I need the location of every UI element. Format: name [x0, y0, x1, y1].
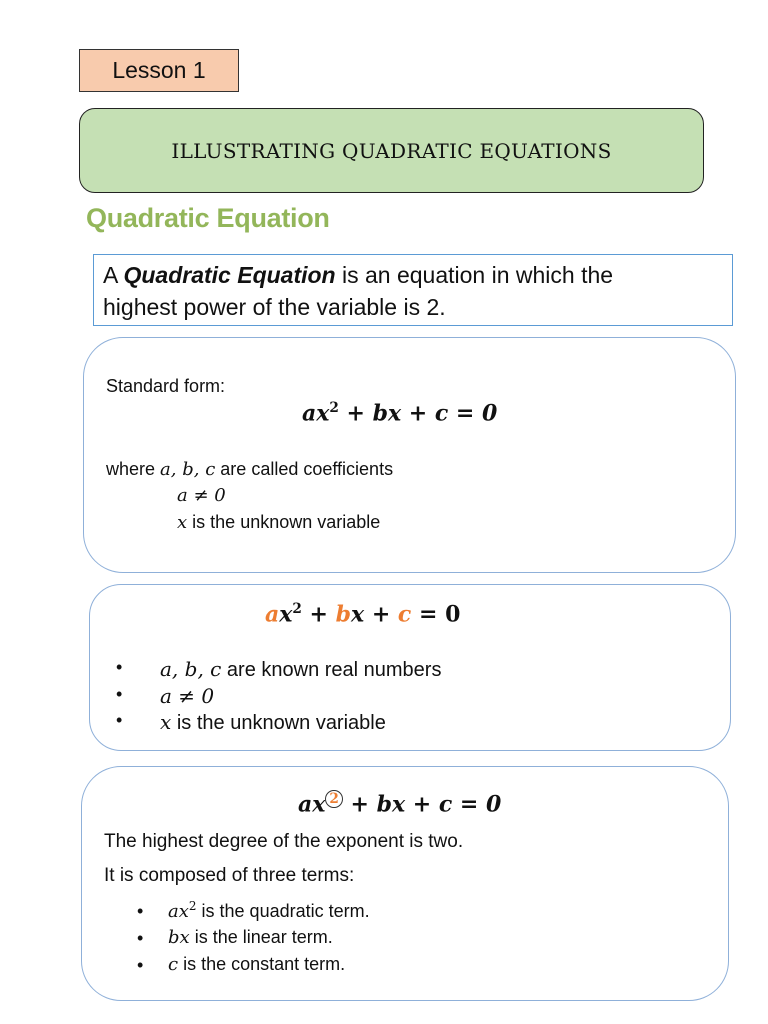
- standard-form-equation: [302, 400, 497, 426]
- bullet-text: is the linear term.: [189, 927, 333, 947]
- bullet-icon: •: [137, 901, 144, 921]
- list-item: [160, 684, 214, 709]
- bullet-icon: •: [137, 928, 144, 948]
- nonzero-condition: a ≠ 0: [177, 485, 226, 506]
- unknown-var: x: [177, 512, 188, 533]
- plus-sign: +: [301, 601, 336, 628]
- coef-b: b: [335, 601, 352, 628]
- bullet-exponent: 2: [188, 899, 197, 913]
- var-x: x: [279, 601, 293, 628]
- bullet-text: is the unknown variable: [171, 712, 386, 734]
- where-vars: a, b, c: [160, 459, 216, 480]
- definition-term: Quadratic Equation: [123, 262, 336, 288]
- section-heading: Quadratic Equation: [86, 203, 330, 233]
- three-terms-line: It is composed of three terms:: [104, 865, 355, 886]
- standard-form-label: Standard form:: [106, 376, 226, 396]
- where-text: are called coefficients: [220, 459, 394, 479]
- bullet-icon: •: [116, 684, 123, 704]
- plus-sign: +: [364, 601, 398, 628]
- bullet-math: bx: [168, 927, 190, 948]
- list-item: [160, 710, 386, 735]
- list-item: [168, 954, 345, 975]
- where-line: [106, 459, 393, 480]
- bullet-math: c: [168, 954, 179, 975]
- bullet-math: x: [160, 710, 172, 734]
- bullet-icon: •: [137, 955, 144, 975]
- definition-line2: highest power of the variable is 2.: [103, 294, 446, 320]
- var-x: x: [351, 601, 365, 628]
- bullet-text: are known real numbers: [221, 659, 442, 681]
- lesson-title-banner: [79, 108, 704, 193]
- coef-c: c: [397, 601, 412, 628]
- terms-equation: [298, 791, 501, 817]
- bullet-text: is the constant term.: [178, 954, 346, 974]
- circled-exponent: 2: [325, 790, 342, 808]
- list-item: [168, 899, 370, 922]
- equals-zero: = 0: [411, 601, 461, 628]
- bullet-icon: •: [116, 657, 123, 677]
- eq-term-ax: ax: [302, 400, 330, 427]
- bullet-text: is the quadratic term.: [196, 901, 370, 921]
- list-item: [168, 927, 333, 948]
- standard-form-card: [83, 337, 736, 573]
- eq-rest: + bx + c = 0: [338, 400, 498, 427]
- unknown-line: [177, 512, 380, 533]
- terms-card: [81, 766, 729, 1001]
- lesson-title: ILLUSTRATING QUADRATIC EQUATIONS: [171, 138, 612, 163]
- eq-term-ax: ax: [298, 791, 326, 818]
- definition-rest: is an equation in which the: [342, 262, 614, 288]
- where-prefix: where: [106, 459, 156, 479]
- coefficients-equation: [265, 601, 460, 627]
- unknown-text: is the unknown variable: [192, 512, 381, 532]
- definition-lead: A: [103, 262, 118, 288]
- lesson-tag: Lesson 1: [79, 49, 239, 92]
- eq-exponent: 2: [329, 400, 339, 416]
- list-item: [160, 657, 441, 682]
- bullet-math: ax: [168, 901, 189, 922]
- eq-exponent: 2: [292, 601, 302, 617]
- definition-box: [93, 254, 733, 326]
- eq-rest: + bx + c = 0: [350, 791, 502, 818]
- bullet-math: a, b, c: [160, 657, 222, 681]
- coef-a: a: [265, 601, 280, 628]
- highest-degree-line: The highest degree of the exponent is two.: [104, 831, 464, 852]
- coefficients-card: [89, 584, 731, 751]
- bullet-math: a ≠ 0: [160, 684, 215, 708]
- bullet-icon: •: [116, 710, 123, 730]
